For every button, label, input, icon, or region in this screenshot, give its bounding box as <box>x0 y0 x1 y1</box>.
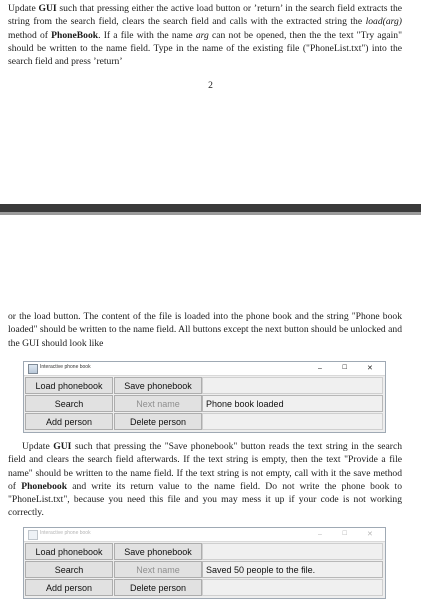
page-break-bar <box>0 204 421 212</box>
window-titlebar <box>24 362 385 376</box>
maximize-icon[interactable]: ☐ <box>342 365 348 371</box>
paragraph-load-result <box>8 310 402 350</box>
minimize-icon[interactable]: – <box>318 365 322 372</box>
phonebook-window-saved <box>23 527 386 599</box>
text-run: can not be opened, then the the text "Try again" should be written to the name field. Type in the name of the existing file ("PhoneList.txt") into the search field and press ’return’ <box>8 29 403 68</box>
java-app-icon <box>28 530 38 540</box>
next-name-button[interactable]: Next name <box>114 561 202 578</box>
text-run: Update <box>22 441 54 452</box>
text-run: load(arg) <box>365 16 402 28</box>
text-run: GUI <box>38 3 57 14</box>
save-phonebook-button[interactable]: Save phonebook <box>114 543 202 560</box>
search-input[interactable] <box>202 543 383 560</box>
button-grid <box>24 542 385 598</box>
text-run: and write its return value to the name field. Do not write the phone book to "PhoneList.txt", because you need this file and you may mess it up if your code is not working correctly. <box>8 480 403 519</box>
load-phonebook-button[interactable]: Load phonebook <box>25 543 113 560</box>
save-phonebook-button[interactable]: Save phonebook <box>114 377 202 394</box>
window-title: Interactive phone book <box>40 364 91 370</box>
paragraph-save-instructions <box>8 440 402 520</box>
text-run: PhoneBook <box>51 29 99 41</box>
paragraph-load-instructions <box>8 2 402 68</box>
window-title: Interactive phone book <box>40 530 91 536</box>
java-app-icon <box>28 364 38 374</box>
text-run: such that pressing the "Save phonebook" button reads the text string in the search field and clears the search field afterwards. If the text string is empty, then the text "Provide a file name" should be written to the name field. If the text string is not empty, call with it the save method of <box>8 441 403 492</box>
name-field[interactable]: Phone book loaded <box>202 395 383 412</box>
text-run: . If a file with the name <box>98 29 196 41</box>
extra-field[interactable] <box>202 413 383 430</box>
text-run: Phonebook <box>21 480 68 492</box>
name-field[interactable]: Saved 50 people to the file. <box>202 561 383 578</box>
search-button[interactable]: Search <box>25 395 113 412</box>
search-input[interactable] <box>202 377 383 394</box>
text-run: such that pressing either the active load button or ’return’ in the search field extracts the string from the search field, clears the search field and calls with the extracted string the <box>8 3 402 28</box>
close-icon[interactable]: ✕ <box>367 531 373 538</box>
minimize-icon[interactable]: – <box>318 531 322 538</box>
next-name-button[interactable]: Next name <box>114 395 202 412</box>
text-run: arg <box>195 29 209 41</box>
button-grid <box>24 376 385 432</box>
add-person-button[interactable]: Add person <box>25 579 113 596</box>
text-run: or the load button. The content of the file is loaded into the phone book and the string "Phone book loaded" should be written to the name field. All buttons except the next button should be unlocked and the GUI should look like <box>8 311 402 349</box>
page-break-shadow <box>0 212 421 215</box>
text-run: Update <box>8 3 39 14</box>
load-phonebook-button[interactable]: Load phonebook <box>25 377 113 394</box>
page-number: 2 <box>208 80 213 91</box>
search-button[interactable]: Search <box>25 561 113 578</box>
add-person-button[interactable]: Add person <box>25 413 113 430</box>
delete-person-button[interactable]: Delete person <box>114 579 202 596</box>
window-titlebar <box>24 528 385 542</box>
delete-person-button[interactable]: Delete person <box>114 413 202 430</box>
close-icon[interactable]: ✕ <box>367 365 373 372</box>
text-run: method of <box>8 29 52 41</box>
maximize-icon[interactable]: ☐ <box>342 531 348 537</box>
text-run: GUI <box>53 441 72 452</box>
phonebook-window-loaded <box>23 361 386 433</box>
extra-field[interactable] <box>202 579 383 596</box>
